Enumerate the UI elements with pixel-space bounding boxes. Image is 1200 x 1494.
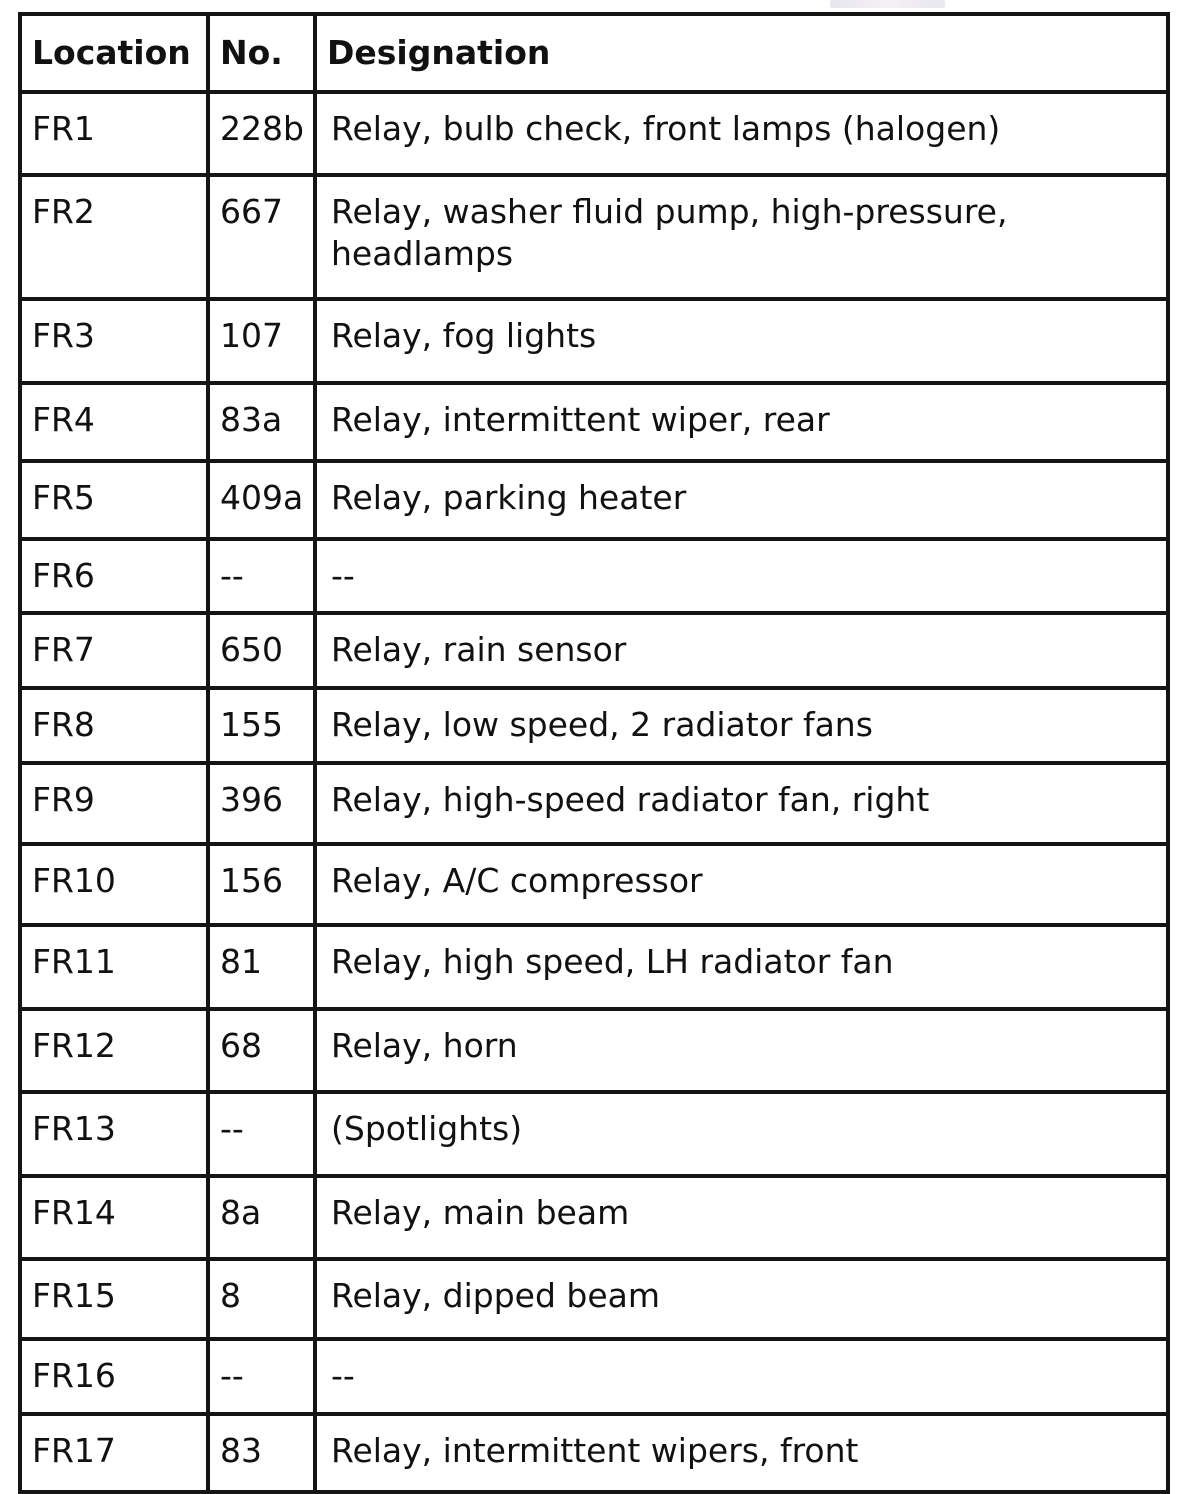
cell-no: 228b: [208, 92, 315, 175]
table-row: [20, 763, 1168, 844]
cell-location: FR4: [20, 383, 208, 461]
table-row: [20, 1414, 1168, 1492]
cell-no: 68: [208, 1009, 315, 1092]
cell-no: 83: [208, 1414, 315, 1492]
cell-location: FR1: [20, 92, 208, 175]
cell-location: FR9: [20, 763, 208, 844]
cell-no: 667: [208, 175, 315, 299]
cell-location: FR5: [20, 461, 208, 539]
cell-no: 8a: [208, 1176, 315, 1259]
cell-no: --: [208, 1339, 315, 1414]
table-row: [20, 925, 1168, 1009]
cell-designation: Relay, high speed, LH radiator fan: [315, 925, 1168, 1009]
cell-location: FR8: [20, 688, 208, 763]
cell-no: --: [208, 539, 315, 613]
table-row: [20, 1259, 1168, 1339]
cell-no: 107: [208, 299, 315, 383]
cell-location: FR2: [20, 175, 208, 299]
cell-designation: Relay, rain sensor: [315, 613, 1168, 688]
cell-no: 650: [208, 613, 315, 688]
table-row: [20, 539, 1168, 613]
cell-location: FR13: [20, 1092, 208, 1176]
table-row: [20, 299, 1168, 383]
cell-designation: Relay, main beam: [315, 1176, 1168, 1259]
scan-smudge: [830, 0, 945, 8]
table-body: [20, 92, 1168, 1492]
table-row: [20, 844, 1168, 925]
cell-location: FR16: [20, 1339, 208, 1414]
cell-designation: Relay, dipped beam: [315, 1259, 1168, 1339]
cell-no: 81: [208, 925, 315, 1009]
header-designation: Designation: [315, 14, 1168, 92]
cell-location: FR12: [20, 1009, 208, 1092]
cell-location: FR14: [20, 1176, 208, 1259]
header-location: Location: [20, 14, 208, 92]
cell-location: FR11: [20, 925, 208, 1009]
table-row: [20, 175, 1168, 299]
cell-no: 83a: [208, 383, 315, 461]
cell-designation: Relay, washer fluid pump, high-pressure, headlamps: [315, 175, 1168, 299]
cell-no: 155: [208, 688, 315, 763]
cell-no: 156: [208, 844, 315, 925]
cell-location: FR6: [20, 539, 208, 613]
cell-location: FR3: [20, 299, 208, 383]
table-row: [20, 1339, 1168, 1414]
cell-no: 396: [208, 763, 315, 844]
table-row: [20, 461, 1168, 539]
cell-location: FR17: [20, 1414, 208, 1492]
cell-no: 8: [208, 1259, 315, 1339]
cell-designation: Relay, high-speed radiator fan, right: [315, 763, 1168, 844]
table-row: [20, 688, 1168, 763]
cell-designation: Relay, low speed, 2 radiator fans: [315, 688, 1168, 763]
cell-location: FR15: [20, 1259, 208, 1339]
cell-designation: Relay, fog lights: [315, 299, 1168, 383]
cell-designation: Relay, bulb check, front lamps (halogen): [315, 92, 1168, 175]
cell-no: --: [208, 1092, 315, 1176]
table-row: [20, 383, 1168, 461]
cell-designation: --: [315, 539, 1168, 613]
cell-designation: --: [315, 1339, 1168, 1414]
table-row: [20, 613, 1168, 688]
header-no: No.: [208, 14, 315, 92]
cell-designation: Relay, A/C compressor: [315, 844, 1168, 925]
cell-designation: Relay, parking heater: [315, 461, 1168, 539]
table-row: [20, 1176, 1168, 1259]
cell-designation: Relay, intermittent wipers, front: [315, 1414, 1168, 1492]
cell-designation: Relay, intermittent wiper, rear: [315, 383, 1168, 461]
cell-location: FR10: [20, 844, 208, 925]
table-row: [20, 1092, 1168, 1176]
relay-table: [18, 12, 1170, 1494]
table-header-row: [20, 14, 1168, 92]
table-row: [20, 92, 1168, 175]
relay-table-sheet: [18, 12, 1166, 1494]
cell-designation: Relay, horn: [315, 1009, 1168, 1092]
cell-no: 409a: [208, 461, 315, 539]
cell-location: FR7: [20, 613, 208, 688]
table-row: [20, 1009, 1168, 1092]
cell-designation: (Spotlights): [315, 1092, 1168, 1176]
